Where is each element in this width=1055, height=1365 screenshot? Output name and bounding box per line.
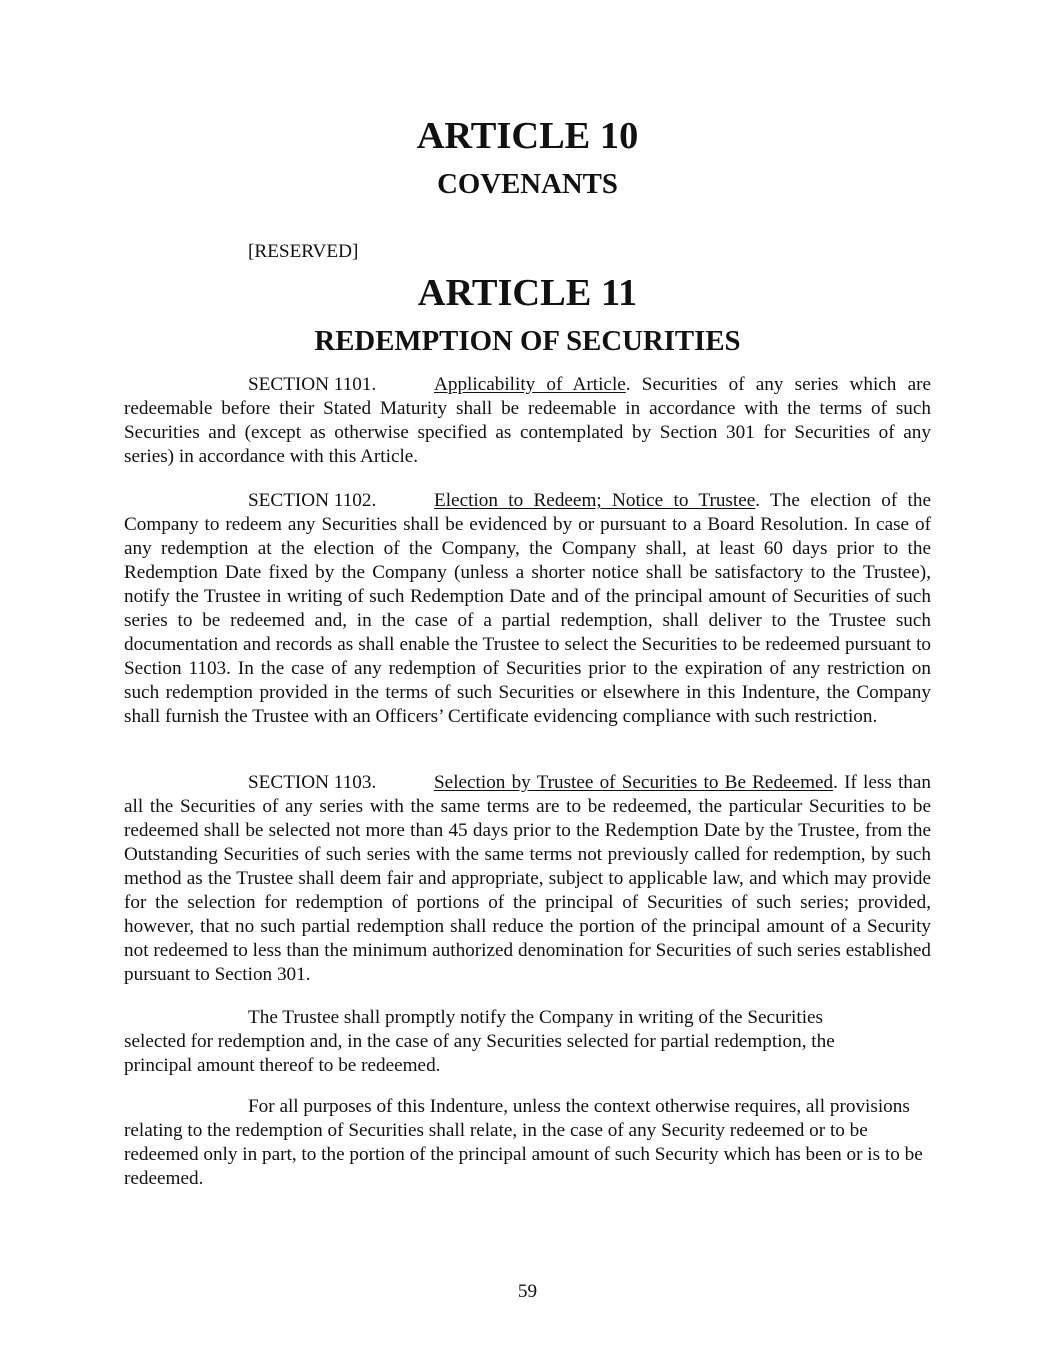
section-1102-number: SECTION 1102.: [248, 490, 377, 511]
section-1101: [124, 373, 931, 469]
page-number: 59: [517, 1281, 538, 1302]
reserved-text: [RESERVED]: [248, 241, 359, 262]
paragraph-notify-company-text: The Trustee shall promptly notify the Company in writing of the Securities selected for redemption and, in the case of any Securities selected for partial redemption, the principal amount thereof to be redeemed.: [124, 1007, 835, 1076]
section-1102: [124, 489, 931, 729]
section-1103: [124, 771, 931, 987]
article-11-title: ARTICLE 11: [417, 272, 638, 314]
section-1103-number: SECTION 1103.: [248, 772, 377, 793]
article-10-subtitle: COVENANTS: [437, 168, 618, 200]
paragraph-notify-company: [124, 1006, 884, 1078]
section-1101-body: . Securities of any series which are redeemable before their Stated Maturity shall be redeemable in accordance with the terms of such Securities and (except as otherwise specified as contemplated by Section 301 for Securities of any series) in accordance with this Article.: [124, 374, 931, 467]
section-1101-title: Applicability of Article: [434, 374, 626, 395]
section-1103-title: Selection by Trustee of Securities to Be Redeemed: [434, 772, 834, 793]
section-1102-body: . The election of the Company to redeem any Securities shall be evidenced by or pursuant to a Board Resolution. In case of any redemption at the election of the Company, the Company shall, at least 60 days prior to the Redemption Date fixed by the Company (unless a shorter notice shall be satisfactory to the Trustee), notify the Trustee in writing of such Redemption Date and of the principal amount of Securities of such series to be redeemed and, in the case of a partial redemption, shall deliver to the Trustee such documentation and records as shall enable the Trustee to select the Securities to be redeemed pursuant to Section 1103. In the case of any redemption of Securities prior to the expiration of any restriction on such redemption provided in the terms of such Securities or elsewhere in this Indenture, the Company shall furnish the Trustee with an Officers’ Certificate evidencing compliance with such restriction.: [124, 490, 931, 727]
paragraph-all-purposes: [124, 1095, 924, 1191]
article-10-title: ARTICLE 10: [416, 115, 639, 157]
article-11-subtitle: REDEMPTION OF SECURITIES: [314, 325, 741, 357]
paragraph-all-purposes-text: For all purposes of this Indenture, unless the context otherwise requires, all provisions relating to the redemption of Securities shall relate, in the case of any Security redeemed or to be redeemed only in part, to the portion of the principal amount of such Security which has been or is to be redeemed.: [124, 1096, 923, 1189]
section-1102-title: Election to Redeem; Notice to Trustee: [434, 490, 756, 511]
section-1101-number: SECTION 1101.: [248, 374, 377, 395]
section-1103-body: . If less than all the Securities of any series with the same terms are to be redeemed, the particular Securities to be redeemed shall be selected not more than 45 days prior to the Redemption Date by the Trustee, from the Outstanding Securities of such series with the same terms not previously called for redemption, by such method as the Trustee shall deem fair and appropriate, subject to applicable law, and which may provide for the selection for redemption of portions of the principal of Securities of such series; provided, however, that no such partial redemption shall reduce the portion of the principal amount of a Security not redeemed to less than the minimum authorized denomination for Securities of such series established pursuant to Section 301.: [124, 772, 931, 985]
